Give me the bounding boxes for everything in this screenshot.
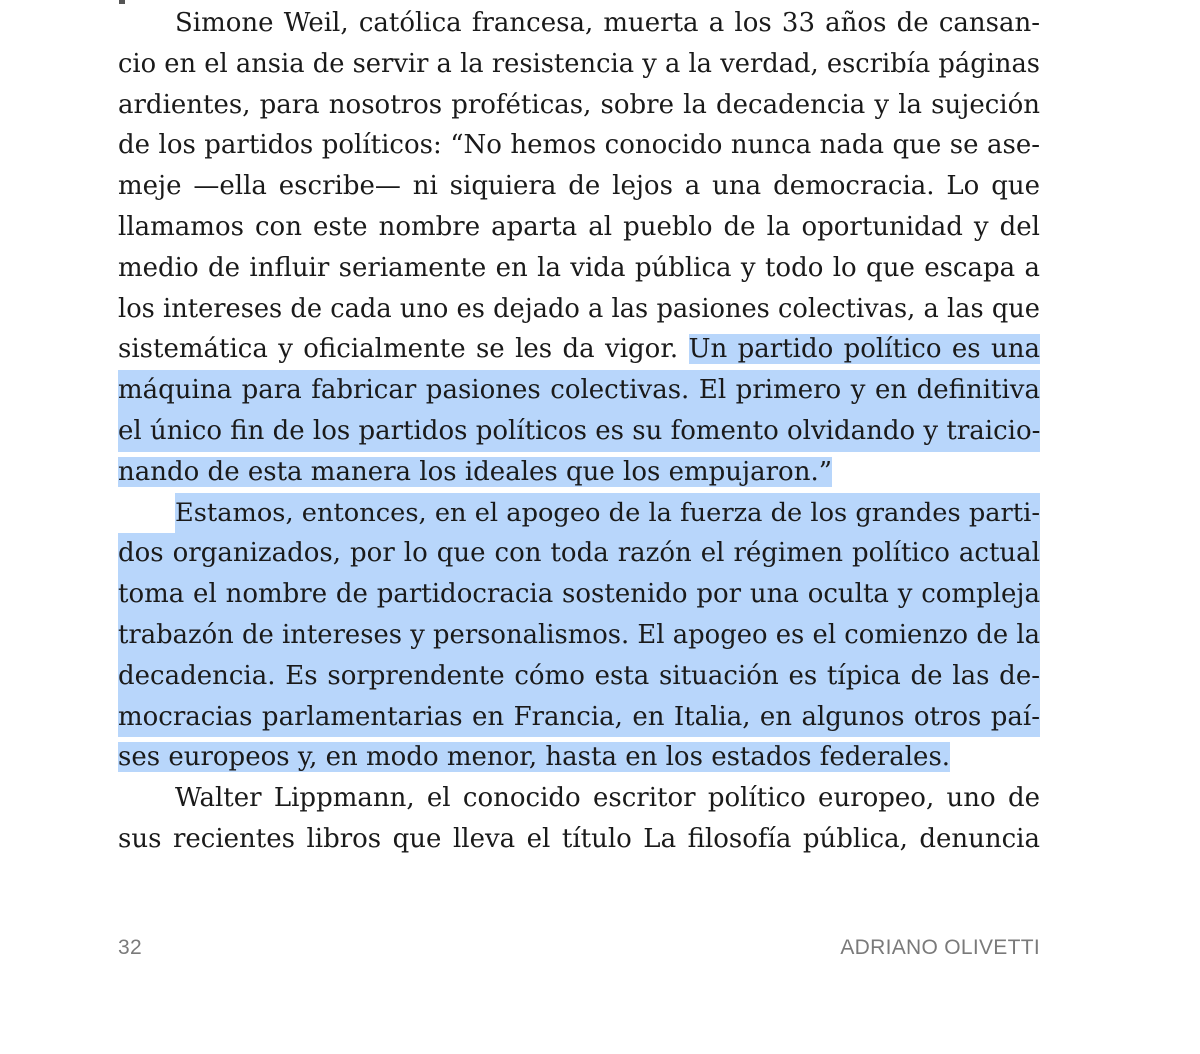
highlighted-line[interactable]: trabazón de intereses y personalismos. El apogeo es el comienzo de la <box>118 615 1040 656</box>
text-line[interactable]: cio en el ansia de servir a la resistencia y a la verdad, escribía páginas <box>118 48 1040 79</box>
running-head: ADRIANO OLIVETTI <box>840 936 1040 959</box>
text-line[interactable]: sus recientes libros que lleva el título La filosofía pública, denuncia <box>118 823 1040 854</box>
highlighted-line[interactable]: el único fin de los partidos políticos es su fomento olvidando y traicio- <box>118 411 1040 452</box>
highlighted-text-segment[interactable]: nando de esta manera los ideales que los empujaron.” <box>118 456 832 487</box>
text-line[interactable]: Simone Weil, católica francesa, muerta a los 33 años de cansan- <box>175 8 1040 38</box>
highlighted-text-segment[interactable]: Un partido político es una <box>688 334 1041 365</box>
highlighted-line[interactable]: dos organizados, por lo que con toda razón el régimen político actual <box>118 533 1040 574</box>
text-line[interactable]: los intereses de cada uno es dejado a las pasiones colectivas, a las que <box>118 293 1040 324</box>
highlighted-line[interactable]: Estamos, entonces, en el apogeo de la fuerza de los grandes parti- <box>118 493 1040 534</box>
text-line[interactable]: de los partidos políticos: “No hemos conocido nunca nada que se ase- <box>118 130 1040 161</box>
highlighted-line[interactable]: decadencia. Es sorprendente cómo esta situación es típica de las de- <box>118 656 1040 697</box>
text-line-partial-highlight[interactable] <box>118 329 1040 370</box>
page-number: 32 <box>118 936 142 959</box>
highlighted-line[interactable] <box>118 737 1040 778</box>
text-line[interactable]: ardientes, para nosotros proféticas, sobre la decadencia y la sujeción <box>118 89 1040 120</box>
body-text[interactable] <box>118 3 1040 860</box>
text-line[interactable]: medio de influir seriamente en la vida pública y todo lo que escapa a <box>118 252 1040 283</box>
highlighted-line[interactable]: toma el nombre de partidocracia sostenido por una oculta y compleja <box>118 574 1040 615</box>
text-line[interactable]: Walter Lippmann, el conocido escritor político europeo, uno de <box>175 783 1040 814</box>
highlighted-line[interactable]: mocracias parlamentarias en Francia, en Italia, en algunos otros paí- <box>118 697 1040 738</box>
highlighted-line[interactable]: máquina para fabricar pasiones colectivas. El primero y en definitiva <box>118 370 1040 411</box>
text-line[interactable]: meje —ella escribe— ni siquiera de lejos a una democracia. Lo que <box>118 171 1040 202</box>
plain-text-segment[interactable]: sistemática y oficialmente se les da vigor. <box>118 334 679 365</box>
highlighted-text-segment[interactable]: ses europeos y, en modo menor, hasta en los estados federales. <box>118 742 951 773</box>
text-line[interactable]: llamamos con este nombre aparta al pueblo de la oportunidad y del <box>118 211 1040 242</box>
highlighted-line[interactable] <box>118 452 1040 493</box>
